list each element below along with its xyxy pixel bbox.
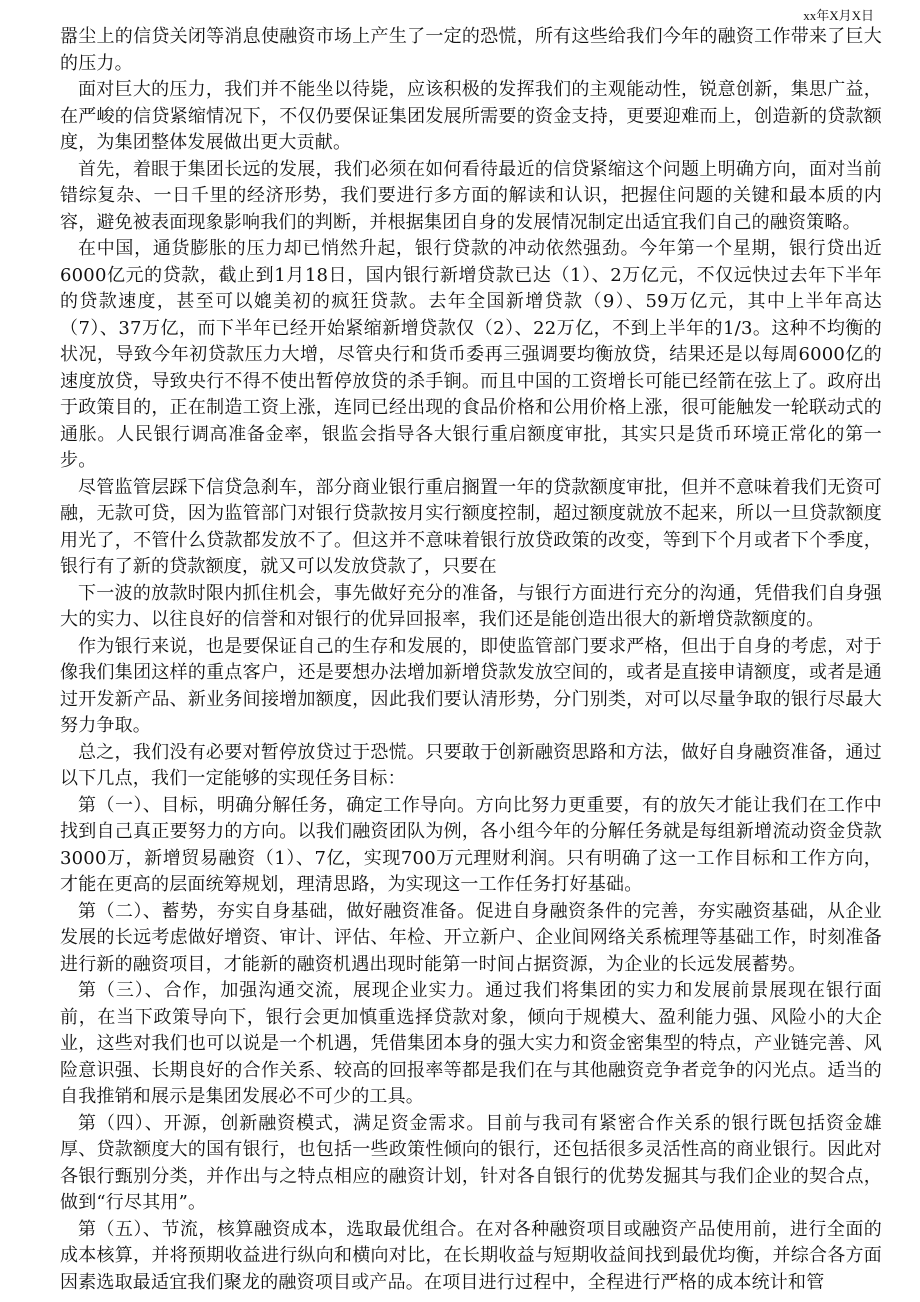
paragraph: 尽管监管层踩下信贷急刹车，部分商业银行重启搁置一年的贷款额度审批，但并不意味着我们无资可融，无款可贷，因为监管部门对银行贷款按月实行额度控制，超过额度就放不起来，所以一旦贷款额度用光了，不管什么贷款都发放不了。但这并不意味着银行放贷政策的改变，等到下个月或者下个季度，银行有了新的贷款额度，就又可以发放贷款了，只要在	[60, 476, 882, 577]
paragraph: 作为银行来说，也是要保证自己的生存和发展的，即使监管部门要求严格，但出于自身的考虑，对于像我们集团这样的重点客户，还是要想办法增加新增贷款发放空间的，或者是直接申请额度，或者是通过开发新产品、新业务间接增加额度，因此我们要认清形势，分门别类，对可以尽量争取的银行尽最大努力争取。	[60, 635, 882, 736]
paragraph: 第（四）、开源，创新融资模式，满足资金需求。目前与我司有紧密合作关系的银行既包括资金雄厚、贷款额度大的国有银行，也包括一些政策性倾向的银行，还包括很多灵活性高的商业银行。因此对各银行甄别分类，并作出与之特点相应的融资计划，针对各自银行的优势发掘其与我们企业的契合点，做到“行尽其用”。	[60, 1112, 882, 1213]
paragraph: 嚣尘上的信贷关闭等消息使融资市场上产生了一定的恐慌，所有这些给我们今年的融资工作带来了巨大的压力。	[60, 26, 882, 74]
paragraph: 首先，着眼于集团长远的发展，我们必须在如何看待最近的信贷紧缩这个问题上明确方向，面对当前错综复杂、一日千里的经济形势，我们要进行多方面的解读和认识，把握住问题的关键和最本质的内容，避免被表面现象影响我们的判断，并根据集团自身的发展情况制定出适宜我们自己的融资策略。	[60, 158, 882, 233]
paragraph: 第（一）、目标，明确分解任务，确定工作导向。方向比努力更重要，有的放矢才能让我们在工作中找到自己真正要努力的方向。以我们融资团队为例，各小组今年的分解任务就是每组新增流动资金贷款3000万，新增贸易融资（1）、7亿，实现700万元理财利润。只有明确了这一工作目标和工作方向，才能在更高的层面统筹规划，理清思路，为实现这一工作任务打好基础。	[60, 794, 882, 895]
paragraph: 面对巨大的压力，我们并不能坐以待毙，应该积极的发挥我们的主观能动性，锐意创新，集思广益，在严峻的信贷紧缩情况下，不仅仍要保证集团发展所需要的资金支持，更要迎难而上，创造新的贷款额度，为集团整体发展做出更大贡献。	[60, 79, 882, 153]
paragraph: 第（二）、蓄势，夯实自身基础，做好融资准备。促进自身融资条件的完善，夯实融资基础，从企业发展的长远考虑做好增资、审计、评估、年检、开立新户、企业间网络关系梳理等基础工作，时刻准备进行新的融资项目，才能新的融资机遇出现时能第一时间占据资源，为企业的长远发展蓄势。	[60, 900, 882, 975]
document-body	[60, 24, 882, 1296]
paragraph: 下一波的放款时限内抓住机会，事先做好充分的准备，与银行方面进行充分的沟通，凭借我们自身强大的实力、以往良好的信誉和对银行的优异回报率，我们还是能创造出很大的新增贷款额度的。	[60, 582, 882, 630]
paragraph: 第（三）、合作，加强沟通交流，展现企业实力。通过我们将集团的实力和发展前景展现在银行面前，在当下政策导向下，银行会更加慎重选择贷款对象，倾向于规模大、盈利能力强、风险小的大企业，这些对我们也可以说是一个机遇，凭借集团本身的强大实力和资金密集型的特点，产业链完善、风险意识强、长期良好的合作关系、较高的回报率等都是我们在与其他融资竞争者竞争的闪光点。适当的自我推销和展示是集团发展必不可少的工具。	[60, 980, 882, 1107]
paragraph: 总之，我们没有必要对暂停放贷过于恐慌。只要敢于创新融资思路和方法，做好自身融资准备，通过以下几点，我们一定能够的实现任务目标：	[60, 741, 882, 789]
header-date: xx年X月X日	[803, 8, 874, 23]
paragraph: 在中国，通货膨胀的压力却已悄然升起，银行贷款的冲动依然强劲。今年第一个星期，银行贷出近6000亿元的贷款，截止到1月18日，国内银行新增贷款已达（1）、2万亿元，不仅远快过去年下半年的贷款速度，甚至可以媲美初的疯狂贷款。去年全国新增贷款（9）、59万亿元，其中上半年高达（7）、37万亿，而下半年已经开始紧缩新增贷款仅（2）、22万亿，不到上半年的1/3。这种不均衡的状况，导致今年初贷款压力大增，尽管央行和货币委再三强调要均衡放贷，结果还是以每周6000亿的速度放贷，导致央行不得不使出暂停放贷的杀手锏。而且中国的工资增长可能已经箭在弦上了。政府出于政策目的，正在制造工资上涨，连同已经出现的食品价格和公用价格上涨，很可能触发一轮联动式的通胀。人民银行调高准备金率，银监会指导各大银行重启额度审批，其实只是货币环境正常化的第一步。	[60, 238, 882, 471]
paragraph: 第（五）、节流，核算融资成本，选取最优组合。在对各种融资项目或融资产品使用前，进行全面的成本核算，并将预期收益进行纵向和横向对比，在长期收益与短期收益间找到最优均衡，并综合各方面因素选取最适宜我们聚龙的融资项目或产品。在项目进行过程中，全程进行严格的成本统计和管	[60, 1218, 882, 1293]
